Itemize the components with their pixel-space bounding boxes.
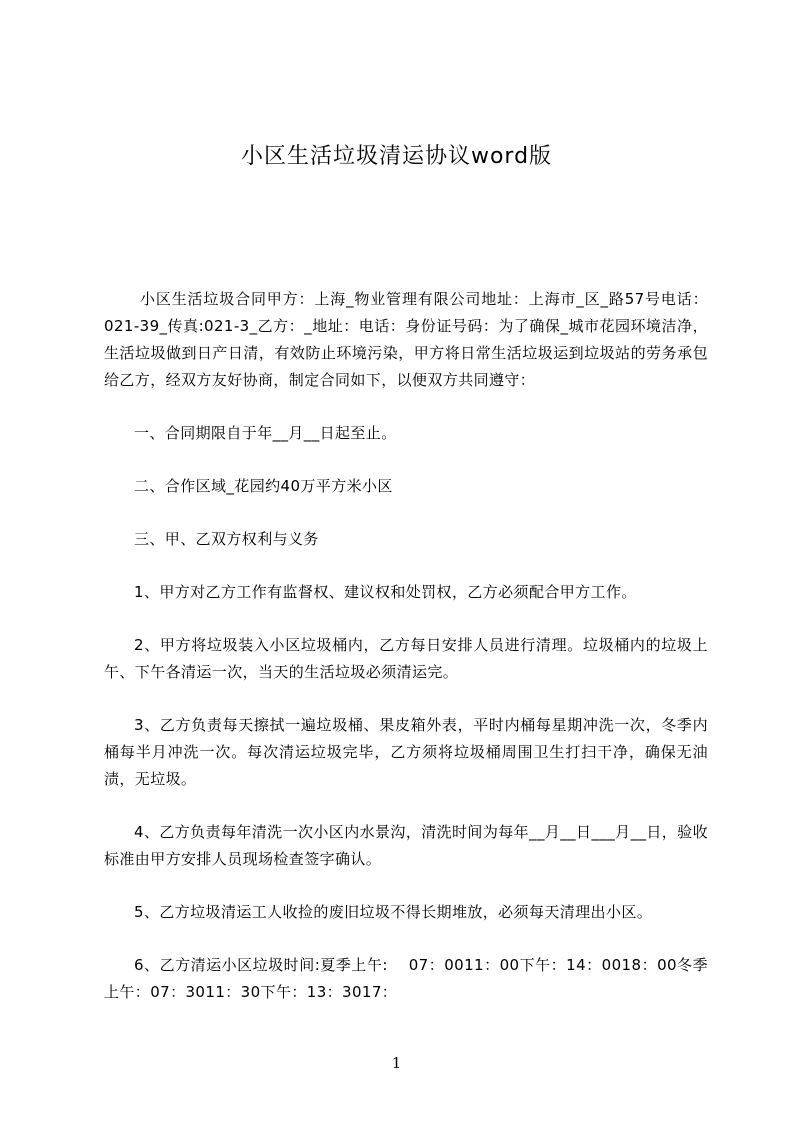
page-number: 1 [391,1054,402,1072]
preamble-paragraph: 小区生活垃圾合同甲方：上海_物业管理有限公司地址：上海市_区_路57号电话：021-39_传真:021-3_乙方：_地址：电话：身份证号码：为了确保_城市花园环境洁净，生活垃圾做到日产日清，有效防止环境污染，甲方将日常生活垃圾运到垃圾站的劳务承包给乙方，经双方友好协商，制定合同如下，以便双方共同遵守： [104,290,708,389]
clause-item-2: 2、甲方将垃圾装入小区垃圾桶内，乙方每日安排人员进行清理。垃圾桶内的垃圾上午、下午各清运一次，当天的生活垃圾必须清运完。 [104,636,708,681]
clause-item-1: 1、甲方对乙方工作有监督权、建议权和处罚权，乙方必须配合甲方工作。 [134,583,637,601]
clause-item-6: 6、乙方清运小区垃圾时间:夏季上午: 07：0011：00下午：14：0018：00冬季上午：07：3011：30下午：13：3017： [104,956,708,1001]
document-title: 小区生活垃圾清运协议word版 [240,144,553,169]
clause-item-3: 3、乙方负责每天擦拭一遍垃圾桶、果皮箱外表，平时内桶每星期冲洗一次，冬季内桶每半月冲洗一次。每次清运垃圾完毕，乙方须将垃圾桶周围卫生打扫干净，确保无油渍，无垃圾。 [104,716,708,788]
clause-term: 一、合同期限自于年__月__日起至止。 [134,424,397,442]
document-body [104,286,708,1032]
clause-rights-heading: 三、甲、乙双方权利与义务 [134,530,319,548]
clause-item-4: 4、乙方负责每年清洗一次小区内水景沟，清洗时间为每年__月__日___月__日，验收标准由甲方安排人员现场检查签字确认。 [104,823,708,868]
clause-area: 二、合作区域_花园约40万平方米小区 [134,477,393,495]
clause-item-5: 5、乙方垃圾清运工人收捡的废旧垃圾不得长期堆放，必须每天清理出小区。 [134,903,653,921]
